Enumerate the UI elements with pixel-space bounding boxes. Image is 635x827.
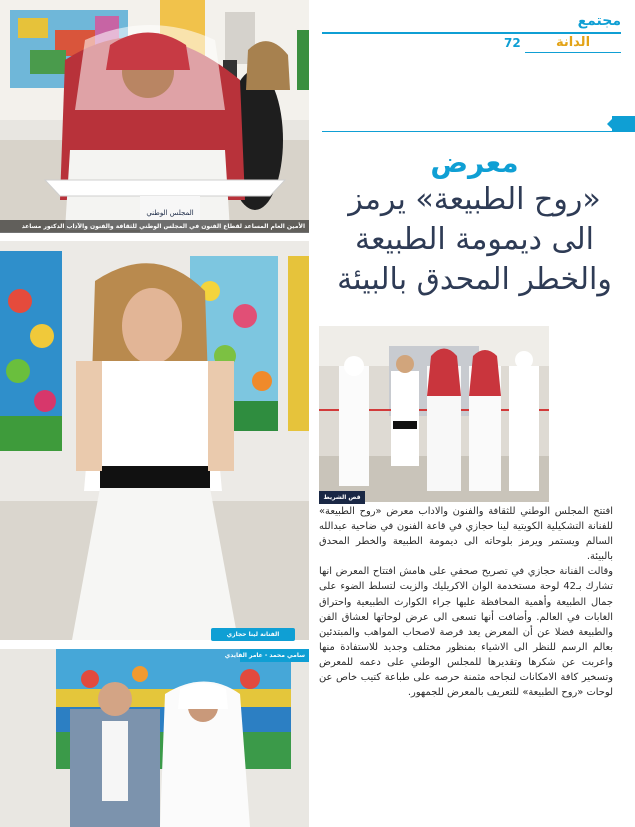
header-divider xyxy=(322,32,621,34)
photo-guests xyxy=(0,649,309,827)
article-kicker: معرض xyxy=(430,146,519,179)
article-headline: «روح الطبيعة» يرمز الى ديمومة الطبيعة والخطر المحدق بالبيئة xyxy=(337,182,612,297)
page-number: 72 xyxy=(504,36,521,50)
title-divider xyxy=(322,131,613,132)
photo-guestbook-signing xyxy=(0,0,309,232)
caption-guestbook-signing: الأمين العام المساعد لقطاع الفنون في المجلس الوطني للثقافة والفنون والآداب الدكتور مساعد xyxy=(0,220,309,233)
section-name: مجتمع xyxy=(577,13,621,29)
caption-guests: سامي محمد - عامر الفايدي xyxy=(240,649,309,662)
article-paragraph: افتتح المجلس الوطني للثقافة والفنون والاداب معرض «روح الطبيعة» للفنانة التشكيلية الكويتية لينا حجازي في قاعة الفنون في ضاحية عبدالله السالم ويستمر ويرمز بلوحاته الى ديمومة الطبيعة والخطر المحدق بالبيئة. xyxy=(319,506,613,563)
podium-sign-text: المجلس الوطني xyxy=(146,209,194,217)
section-tab-marker xyxy=(612,116,635,132)
article-body xyxy=(319,504,613,700)
article-paragraph: وقالت الفنانة حجازي في تصريح صحفي على هامش افتتاح المعرض انها تشارك بـ42 لوحة مستخدمة الوان الاكريليك والزيت لتسلط الضوء على جمال الطبيعة وأهمية المحافظة عليها جراء الكوارث الطبيعية واحتراق الغابات في العالم. وأضافت أنها تسعى الى عرض لوحاتها لعشاق الفن والطبيعة فضلا عن أن المعرض يعد فرصة لاصحاب المواهب والمبتدئين بعالم الرسم للنظر الى الاشياء بمنظور مختلف وجديد للاستفادة منها واعربت عن شكرها وتقديرها للمجلس الوطني على دعمه للمعرض وتسخير كافة الامكانات لنجاحه مثمنة حرصه على طباعة كتيب خاص عن لوحات «روح الطبيعة» للتعريف بالمعرض للجمهور. xyxy=(319,566,613,699)
magazine-logo: الدانة xyxy=(525,35,621,51)
photo-artist-portrait xyxy=(0,241,309,640)
caption-ribbon-cutting: قص الشريط xyxy=(319,491,365,504)
photo-ribbon-cutting xyxy=(319,326,549,502)
caption-artist-portrait: الفنانة لينا حجازي xyxy=(211,628,295,641)
